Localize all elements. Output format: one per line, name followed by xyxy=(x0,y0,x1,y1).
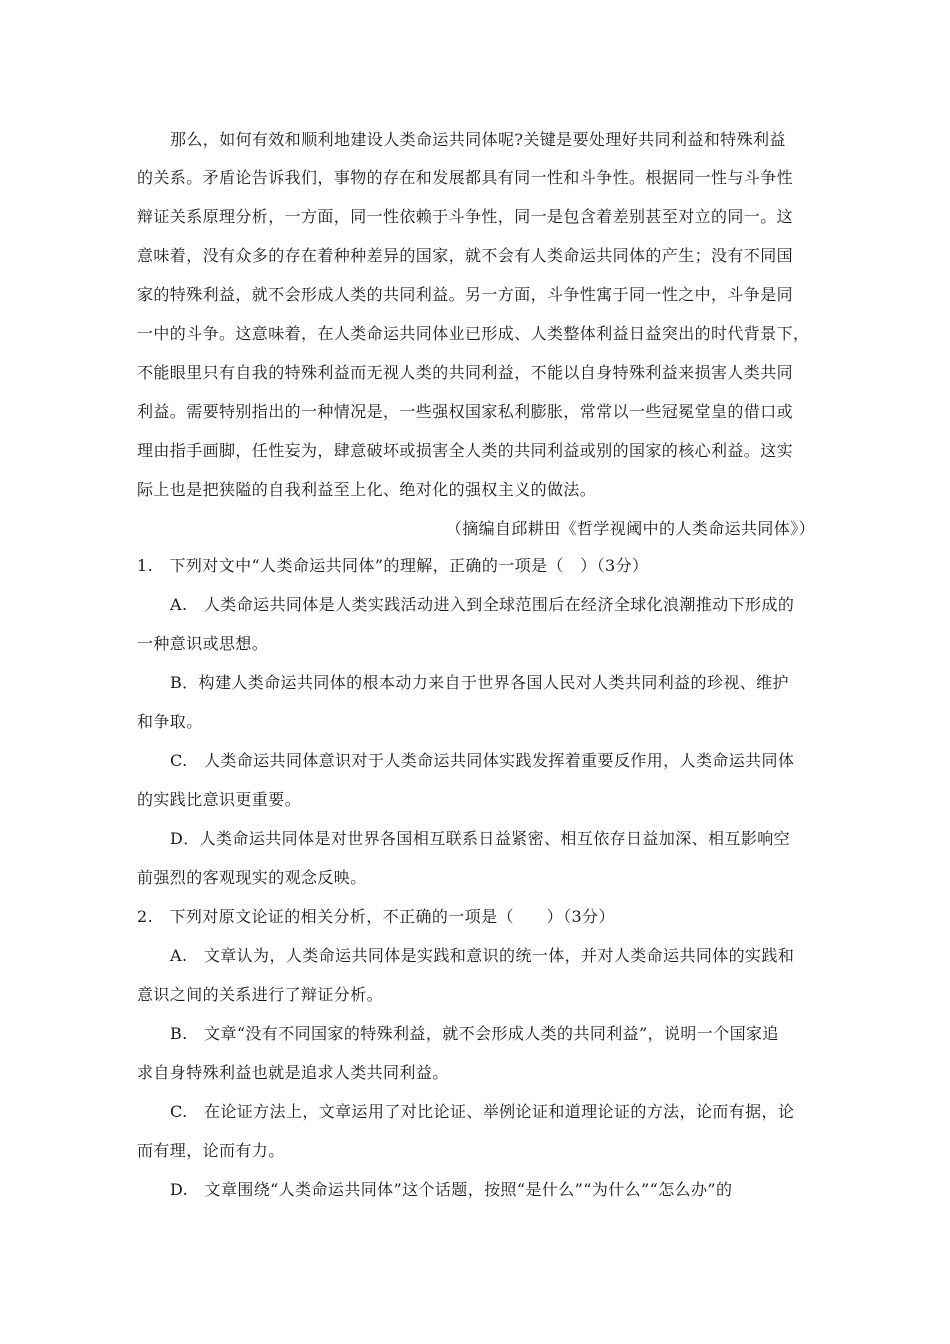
q2-option-c: C. 在论证方法上，文章运用了对比论证、举例论证和道理论证的方法，论而有据，论 xyxy=(170,1102,795,1121)
passage-line: 理由指手画脚，任性妄为，肆意破坏或损害全人类的共同利益或别的国家的核心利益。这实 xyxy=(137,441,794,460)
q1-option-c: C. 人类命运共同体意识对于人类命运共同体实践发挥着重要反作用，人类命运共同体 xyxy=(170,751,795,770)
passage-source: （摘编自邱耕田《哲学视阈中的人类命运共同体》） xyxy=(445,519,815,538)
q1-option-a: A. 人类命运共同体是人类实践活动进入到全球范围后在经济全球化浪潮推动下形成的 xyxy=(170,595,795,614)
passage-line: 一中的斗争。这意味着，在人类命运共同体业已形成、人类整体利益日益突出的时代背景下， xyxy=(137,324,810,343)
q2-option-a: A. 文章认为，人类命运共同体是实践和意识的统一体，并对人类命运共同体的实践和 xyxy=(170,946,795,965)
q2-option-d: D. 文章围绕“人类命运共同体”这个话题，按照“是什么”“为什么”“怎么办”的 xyxy=(170,1180,733,1199)
q1-option-d-cont: 前强烈的客观现实的观念反映。 xyxy=(137,868,367,887)
q2-option-b: B. 文章“没有不同国家的特殊利益，就不会形成人类的共同利益”，说明一个国家追 xyxy=(170,1024,779,1043)
q2-option-c-cont: 而有理，论而有力。 xyxy=(137,1141,285,1160)
passage-line: 家的特殊利益，就不会形成人类的共同利益。另一方面，斗争性寓于同一性之中，斗争是同 xyxy=(137,285,794,304)
passage-line: 辩证关系原理分析，一方面，同一性依赖于斗争性，同一是包含着差别甚至对立的同一。这 xyxy=(137,207,794,226)
q2-option-a-cont: 意识之间的关系进行了辩证分析。 xyxy=(137,985,384,1004)
q1-option-a-cont: 一种意识或思想。 xyxy=(137,634,269,653)
q1-option-c-cont: 的实践比意识更重要。 xyxy=(137,790,302,809)
passage-line: 际上也是把狭隘的自我利益至上化、绝对化的强权主义的做法。 xyxy=(137,480,597,499)
passage-line: 那么，如何有效和顺利地建设人类命运共同体呢?关键是要处理好共同利益和特殊利益 xyxy=(170,130,786,149)
question-2-stem: 2. 下列对原文论证的相关分析，不正确的一项是（ ）（3分） xyxy=(137,907,615,926)
passage-line: 不能眼里只有自我的特殊利益而无视人类的共同利益，不能以自身特殊利益来损害人类共同 xyxy=(137,363,794,382)
question-1-stem: 1. 下列对文中“人类命运共同体”的理解，正确的一项是（ ）（3分） xyxy=(137,556,649,575)
q1-option-b: B．构建人类命运共同体的根本动力来自于世界各国人民对人类共同利益的珍视、维护 xyxy=(170,673,789,692)
q1-option-d: D．人类命运共同体是对世界各国相互联系日益紧密、相互依存日益加深、相互影响空 xyxy=(170,829,791,848)
passage-line: 利益。需要特别指出的一种情况是，一些强权国家私利膨胀，常常以一些冠冕堂皇的借口或 xyxy=(137,402,794,421)
passage-line: 意味着，没有众多的存在着种种差异的国家，就不会有人类命运共同体的产生；没有不同国 xyxy=(137,246,794,265)
q2-option-b-cont: 求自身特殊利益也就是追求人类共同利益。 xyxy=(137,1063,449,1082)
q1-option-b-cont: 和争取。 xyxy=(137,712,203,731)
passage-line: 的关系。矛盾论告诉我们，事物的存在和发展都具有同一性和斗争性。根据同一性与斗争性 xyxy=(137,168,794,187)
